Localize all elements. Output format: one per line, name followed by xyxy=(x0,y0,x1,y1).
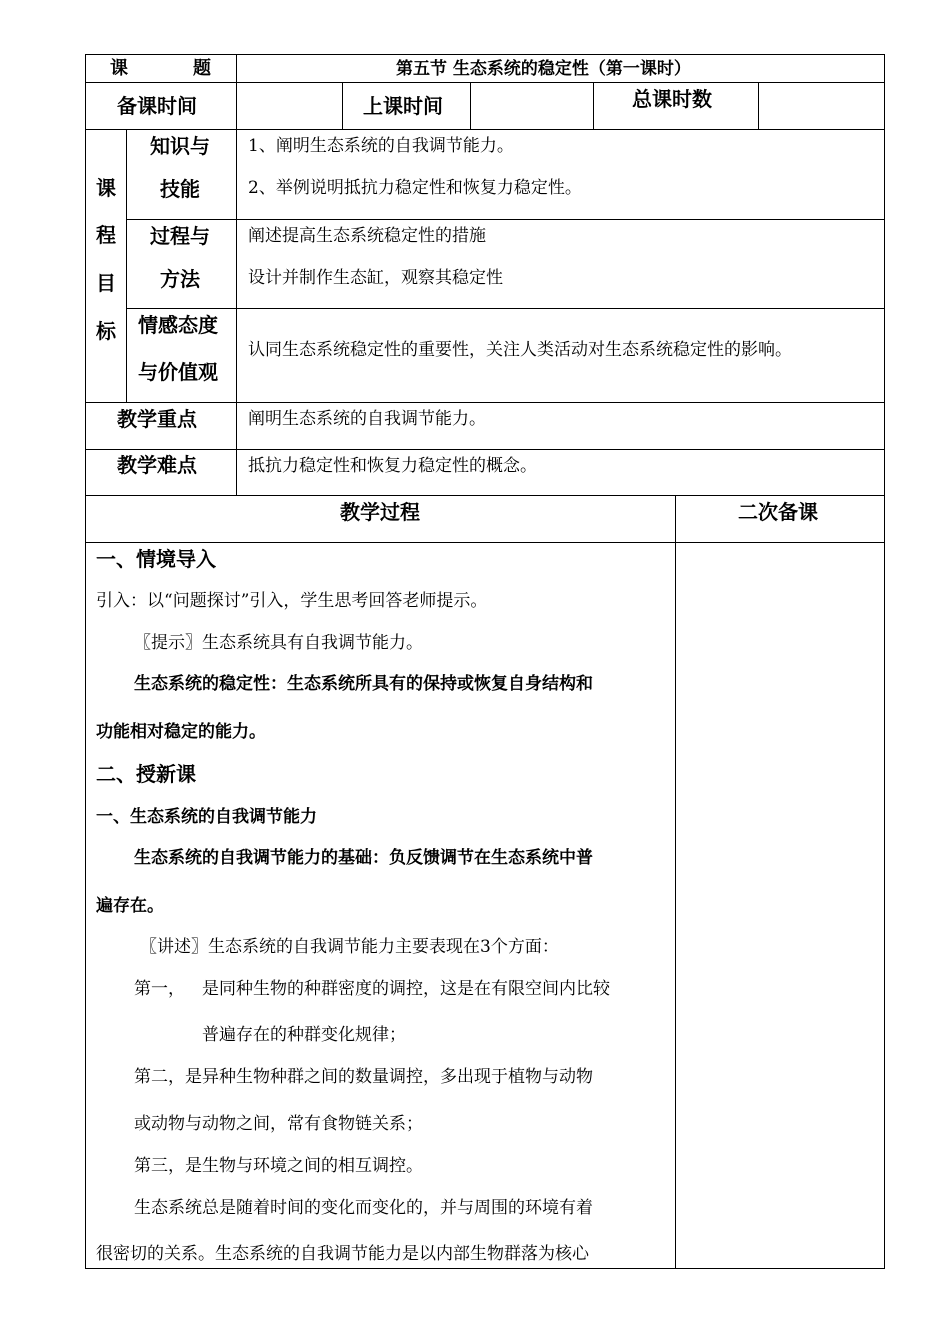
col-line-objective-group xyxy=(126,129,127,403)
lecture-text: 〖讲述〗生态系统的自我调节能力主要表现在3个方面： xyxy=(140,937,559,957)
prep-time-label: 备课时间 xyxy=(117,94,197,118)
second-point-line-2: 或动物与动物之间，常有食物链关系； xyxy=(134,1114,423,1134)
basis-line-2: 遍存在。 xyxy=(96,896,164,916)
second-prep-header: 二次备课 xyxy=(738,500,818,524)
row-line-7 xyxy=(85,495,885,496)
row-line-5 xyxy=(85,402,885,403)
difficulty-label: 教学难点 xyxy=(117,453,197,477)
emotion-label-line2: 与价值观 xyxy=(138,360,218,384)
definition-line-2: 功能相对稳定的能力。 xyxy=(96,722,266,742)
topic-value: 第五节 生态系统的稳定性（第一课时） xyxy=(396,59,691,79)
row-line-2 xyxy=(85,129,885,130)
first-point-line-2: 普遍存在的种群变化规律； xyxy=(202,1025,406,1045)
row-line-3 xyxy=(126,219,885,220)
objectives-group-char-2: 程 xyxy=(96,223,116,247)
row-line-1 xyxy=(85,82,885,83)
total-hours-label: 总课时数 xyxy=(632,87,712,111)
process-item-2: 设计并制作生态缸，观察其稳定性 xyxy=(248,268,503,288)
third-point-line: 第三，是生物与环境之间的相互调控。 xyxy=(134,1156,423,1176)
section-1-title: 一、情境导入 xyxy=(96,547,216,571)
process-item-1: 阐述提高生态系统稳定性的措施 xyxy=(248,226,486,246)
topic-label-a: 课 xyxy=(110,58,128,79)
row-line-6 xyxy=(85,449,885,450)
topic-label-b: 题 xyxy=(193,58,211,79)
table-border-right xyxy=(884,54,885,1269)
objectives-group-char-1: 课 xyxy=(96,176,116,200)
row-line-4 xyxy=(126,308,885,309)
second-point-line-1: 第二，是异种生物种群之间的数量调控，多出现于植物与动物 xyxy=(134,1067,593,1087)
process-label-line1: 过程与 xyxy=(150,224,210,248)
class-time-label: 上课时间 xyxy=(363,94,443,118)
first-point-line-1: 是同种生物的种群密度的调控，这是在有限空间内比较 xyxy=(202,979,610,999)
difficulty-value: 抵抗力稳定性和恢复力稳定性的概念。 xyxy=(248,456,537,476)
key-point-value: 阐明生态系统的自我调节能力。 xyxy=(248,409,486,429)
table-border-bottom xyxy=(85,1268,885,1269)
knowledge-label-line1: 知识与 xyxy=(150,134,210,158)
emotion-label-line1: 情感态度 xyxy=(138,313,218,337)
row-line-8 xyxy=(85,542,885,543)
col-line-class-time-left xyxy=(342,82,343,130)
hint-text: 〖提示〗生态系统具有自我调节能力。 xyxy=(134,633,423,653)
knowledge-item-2: 2、举例说明抵抗力稳定性和恢复力稳定性。 xyxy=(248,178,582,198)
knowledge-label-line2: 技能 xyxy=(160,177,200,201)
col-line-total-right xyxy=(758,82,759,130)
change-line-2: 很密切的关系。生态系统的自我调节能力是以内部生物群落为核心 xyxy=(96,1244,589,1264)
definition-line-1: 生态系统的稳定性：生态系统所具有的保持或恢复自身结构和 xyxy=(134,674,593,694)
table-border-left xyxy=(85,54,86,1269)
col-line-second-prep xyxy=(675,495,676,1269)
first-point-label: 第一， xyxy=(134,979,185,999)
knowledge-item-1: 1、阐明生态系统的自我调节能力。 xyxy=(248,136,514,156)
intro-text: 引入：以“问题探讨”引入，学生思考回答老师提示。 xyxy=(96,591,488,611)
basis-line-1: 生态系统的自我调节能力的基础：负反馈调节在生态系统中普 xyxy=(134,848,593,868)
col-line-label xyxy=(236,54,237,496)
emotion-item-1: 认同生态系统稳定性的重要性，关注人类活动对生态系统稳定性的影响。 xyxy=(248,340,792,360)
table-border-top xyxy=(85,54,885,55)
objectives-group-char-4: 标 xyxy=(96,319,116,343)
col-line-class-time-right xyxy=(470,82,471,130)
section-2-title: 二、授新课 xyxy=(96,762,196,786)
col-line-total-left xyxy=(593,82,594,130)
objectives-group-char-3: 目 xyxy=(96,271,116,295)
subsection-1-title: 一、生态系统的自我调节能力 xyxy=(96,807,317,827)
change-line-1: 生态系统总是随着时间的变化而变化的，并与周围的环境有着 xyxy=(134,1198,593,1218)
key-point-label: 教学重点 xyxy=(117,407,197,431)
process-label-line2: 方法 xyxy=(160,267,200,291)
process-header: 教学过程 xyxy=(340,500,420,524)
